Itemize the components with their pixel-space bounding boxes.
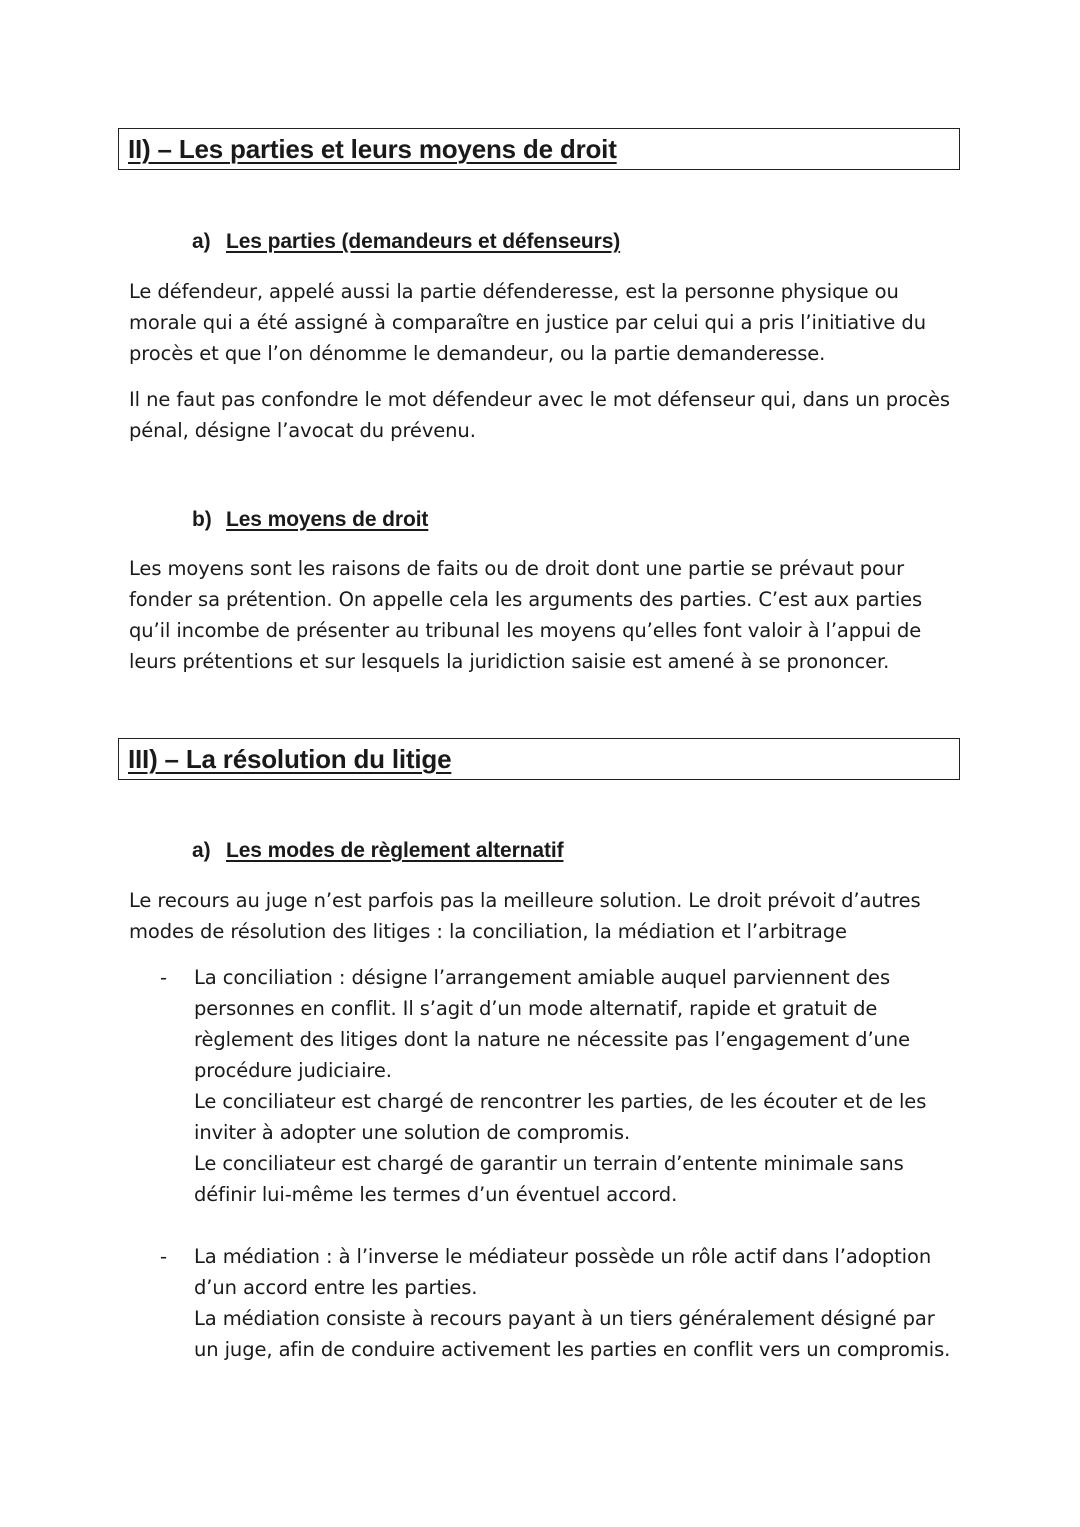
bullet-line: La conciliation : désigne l’arrangement amiable auquel parviennent des personnes en conflit. Il s’agit d’un mode alternatif, rapide et gratuit de règlement des litiges dont la nature ne nécessite pas l’engagement d’une procédure judiciaire. <box>194 966 910 1082</box>
bullet-line: La médiation : à l’inverse le médiateur possède un rôle actif dans l’adoption d’un accord entre les parties. <box>194 1245 932 1299</box>
paragraph: Le défendeur, appelé aussi la partie défenderesse, est la personne physique ou morale qui a été assigné à comparaître en justice par celui qui a pris l’initiative du procès et que l’on dénomme le demandeur, ou la partie demanderesse. <box>129 280 926 365</box>
bullet-dash: - <box>160 966 168 989</box>
bullet-item <box>194 962 959 1210</box>
bullet-line: Le conciliateur est chargé de garantir un terrain d’entente minimale sans définir lui-même les termes d’un éventuel accord. <box>194 1152 904 1206</box>
bullet-dash: - <box>160 1245 168 1268</box>
section-header-box <box>118 128 960 170</box>
subheading-marker: a) <box>192 230 211 253</box>
subheading-marker: a) <box>192 839 211 862</box>
subheading <box>192 230 620 254</box>
subheading <box>192 508 428 532</box>
subheading-title: Les parties (demandeurs et défenseurs) <box>226 230 621 253</box>
subheading-title: Les modes de règlement alternatif <box>226 839 564 862</box>
subheading <box>192 839 563 863</box>
paragraph: Le recours au juge n’est parfois pas la meilleure solution. Le droit prévoit d’autres modes de résolution des litiges : la conciliation, la médiation et l’arbitrage <box>129 889 921 943</box>
section-header-box <box>118 738 960 780</box>
subheading-marker: b) <box>192 508 212 531</box>
bullet-line: Le conciliateur est chargé de rencontrer les parties, de les écouter et de les inviter à adopter une solution de compromis. <box>194 1090 927 1144</box>
bullet-line: La médiation consiste à recours payant à un tiers généralement désigné par un juge, afin de conduire activement les parties en conflit vers un compromis. <box>194 1307 951 1361</box>
subheading-title: Les moyens de droit <box>226 508 429 531</box>
paragraph: Les moyens sont les raisons de faits ou de droit dont une partie se prévaut pour fonder sa prétention. On appelle cela les arguments des parties. C’est aux parties qu’il incombe de présenter au tribunal les moyens qu’elles font valoir à l’appui de leurs prétentions et sur lesquels la juridiction saisie est amené à se prononcer. <box>129 557 923 673</box>
bullet-item <box>194 1241 959 1365</box>
paragraph: Il ne faut pas confondre le mot défendeur avec le mot défenseur qui, dans un procès pénal, désigne l’avocat du prévenu. <box>129 388 950 442</box>
section-title: III) – La résolution du litige <box>128 743 452 774</box>
section-title: II) – Les parties et leurs moyens de droit <box>128 133 617 164</box>
